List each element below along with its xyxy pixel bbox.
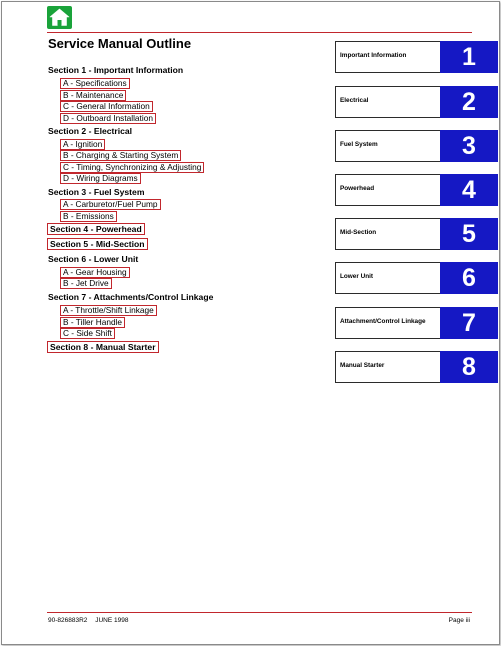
tab-label: Powerhead xyxy=(340,185,375,192)
tab-label-box xyxy=(335,130,440,162)
section-1d-link[interactable]: D - Outboard Installation xyxy=(60,113,156,124)
tab-lower-unit[interactable] xyxy=(335,262,498,294)
section-2-heading: Section 2 - Electrical xyxy=(48,126,133,136)
section-2a-link[interactable]: A - Ignition xyxy=(60,139,105,150)
tab-label: Electrical xyxy=(340,97,369,104)
tab-label-box xyxy=(335,351,440,383)
section-2d-link[interactable]: D - Wiring Diagrams xyxy=(60,173,141,184)
tab-label-box xyxy=(335,41,440,73)
tab-label-box xyxy=(335,262,440,294)
section-6a-link[interactable]: A - Gear Housing xyxy=(60,267,130,278)
tab-number: 8 xyxy=(440,351,498,383)
tab-label: Fuel System xyxy=(340,141,378,148)
section-8-link[interactable]: Section 8 - Manual Starter xyxy=(47,341,159,353)
footer-doc-number: 90-826883R2 xyxy=(48,617,88,624)
footer-doc-info xyxy=(48,617,134,624)
tab-label: Lower Unit xyxy=(340,273,374,280)
tab-number: 5 xyxy=(440,218,498,250)
page-title: Service Manual Outline xyxy=(48,36,192,51)
tab-number: 4 xyxy=(440,174,498,206)
section-2c-link[interactable]: C - Timing, Synchronizing & Adjusting xyxy=(60,162,204,173)
section-6b-link[interactable]: B - Jet Drive xyxy=(60,278,112,289)
tab-number: 3 xyxy=(440,130,498,162)
outline-list xyxy=(47,0,337,646)
tab-number: 7 xyxy=(440,307,498,339)
section-1c-link[interactable]: C - General Information xyxy=(60,101,153,112)
tab-label: Important Information xyxy=(340,52,407,59)
section-1-heading: Section 1 - Important Information xyxy=(48,65,184,75)
tab-fuel-system[interactable] xyxy=(335,130,498,162)
tab-label: Manual Starter xyxy=(340,362,385,369)
section-4-link[interactable]: Section 4 - Powerhead xyxy=(47,223,145,235)
section-7b-link[interactable]: B - Tiller Handle xyxy=(60,317,125,328)
section-6-heading: Section 6 - Lower Unit xyxy=(48,254,139,264)
section-7c-link[interactable]: C - Side Shift xyxy=(60,328,115,339)
tab-manual-starter[interactable] xyxy=(335,351,498,383)
tab-label-box xyxy=(335,307,440,339)
section-2b-link[interactable]: B - Charging & Starting System xyxy=(60,150,181,161)
tab-label: Mid-Section xyxy=(340,229,377,236)
section-3b-link[interactable]: B - Emissions xyxy=(60,211,117,222)
tab-number: 6 xyxy=(440,262,498,294)
section-1a-link[interactable]: A - Specifications xyxy=(60,78,130,89)
footer-rule xyxy=(47,612,472,613)
tab-electrical[interactable] xyxy=(335,86,498,118)
section-7a-link[interactable]: A - Throttle/Shift Linkage xyxy=(60,305,157,316)
tab-label-box xyxy=(335,86,440,118)
tab-important-information[interactable] xyxy=(335,41,498,73)
section-5-link[interactable]: Section 5 - Mid-Section xyxy=(47,238,148,250)
tab-number: 2 xyxy=(440,86,498,118)
tab-label-box xyxy=(335,218,440,250)
footer-page-number: Page iii xyxy=(448,617,470,624)
section-7-heading: Section 7 - Attachments/Control Linkage xyxy=(48,292,214,302)
tab-powerhead[interactable] xyxy=(335,174,498,206)
section-3-heading: Section 3 - Fuel System xyxy=(48,187,145,197)
tab-mid-section[interactable] xyxy=(335,218,498,250)
footer-date: JUNE 1998 xyxy=(95,617,129,624)
tab-number: 1 xyxy=(440,41,498,73)
section-1b-link[interactable]: B - Maintenance xyxy=(60,90,126,101)
tab-label: Attachment/Control Linkage xyxy=(340,318,426,325)
section-3a-link[interactable]: A - Carburetor/Fuel Pump xyxy=(60,199,161,210)
tab-label-box xyxy=(335,174,440,206)
tab-attachment-control-linkage[interactable] xyxy=(335,307,498,339)
